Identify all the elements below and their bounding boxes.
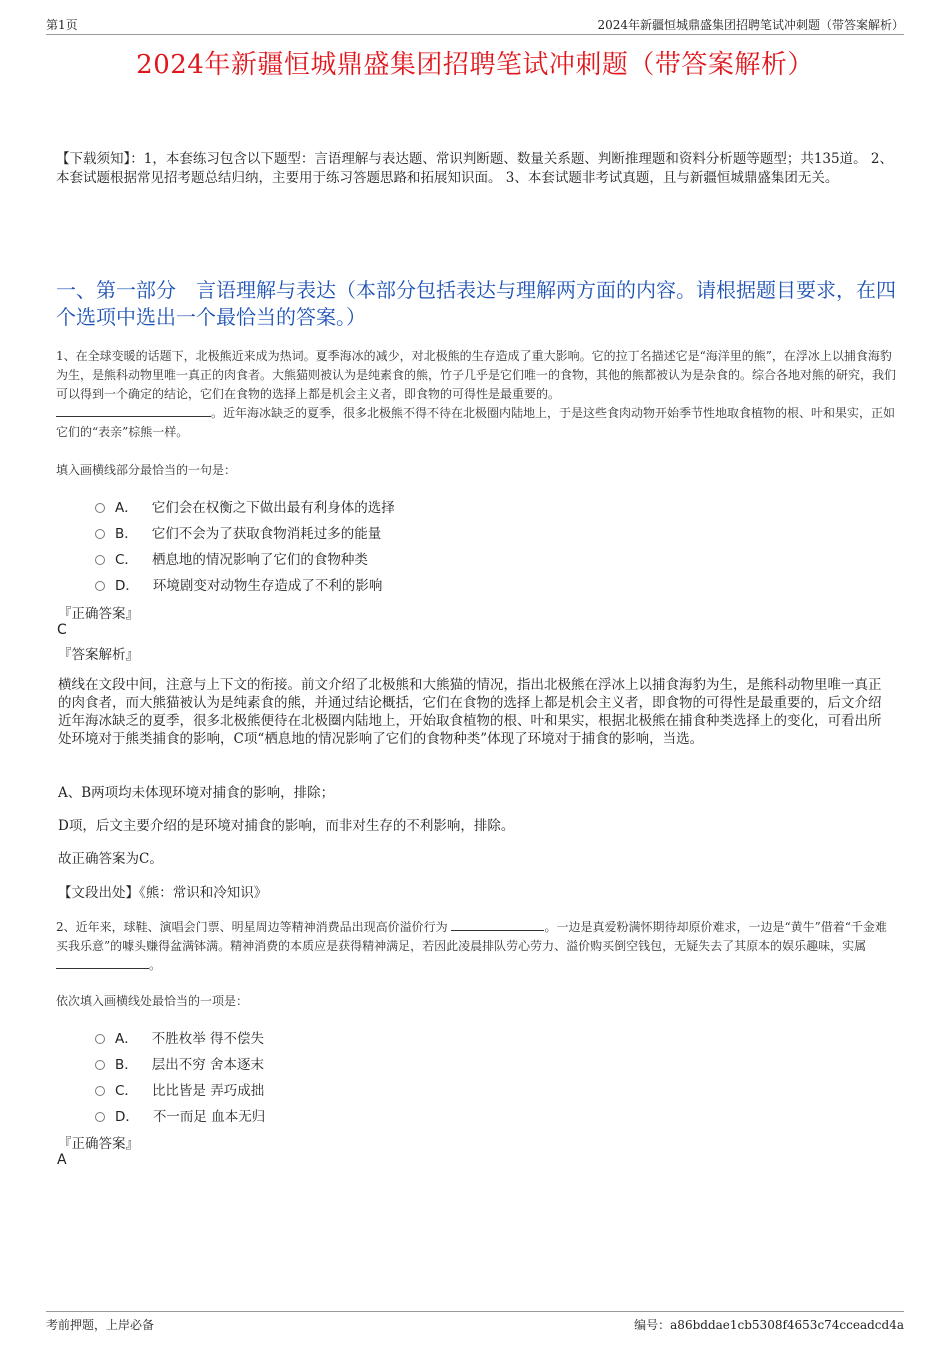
question-2-blank bbox=[451, 918, 544, 931]
question-1-text-part-b: 。近年海冰缺乏的夏季，很多北极熊不得不待在北极圈内陆地上，于是这些食肉动物开始季节性地取食植物的根、叶和果实，正如它们的“表亲”棕熊一样。 bbox=[56, 406, 896, 439]
download-notice: 【下载须知】：1，本套练习包含以下题型：言语理解与表达题、常识判断题、数量关系题、判断推理题和资料分析题等题型；共135道。 2、本套试题根据常见招考题总结归纳，主要用于练习答题思路和拓展知识面。 3、本套试题非考试真题，且与新疆恒城鼎盛集团无关。 bbox=[56, 151, 893, 186]
radio-icon[interactable] bbox=[95, 555, 105, 565]
question-2-blank bbox=[56, 956, 149, 969]
question-1-option-d[interactable]: D． 环境剧变对动物生存造成了不利的影响 bbox=[95, 571, 795, 597]
radio-icon[interactable] bbox=[95, 503, 105, 513]
page-footer bbox=[46, 1311, 904, 1336]
question-2-option-b[interactable]: B． 层出不穷 舍本逐末 bbox=[95, 1050, 795, 1076]
question-1-answer-label: 『正确答案』 bbox=[58, 606, 139, 622]
question-2-prompt: 依次填入画横线处最恰当的一项是： bbox=[56, 994, 249, 1008]
question-2-options bbox=[95, 1024, 795, 1128]
question-1-options bbox=[95, 493, 795, 597]
question-2-stem bbox=[56, 918, 896, 975]
question-1-text-part-a: 1、在全球变暖的话题下，北极熊近来成为热词。夏季海冰的减少，对北极熊的生存造成了重大影响。它的拉丁名描述它是“海洋里的熊”，在浮冰上以捕食海豹为生，是熊科动物里唯一真正的肉食者。大熊猫则被认为是纯素食的熊，竹子几乎是它们唯一的食物，其他的熊都被认为是杂食的。综合各地对熊的研究，我们可以得到一个确定的结论，它们在食物的选择上都是机会主义者，即食物的可得性是最重要的。 bbox=[56, 349, 897, 401]
radio-icon[interactable] bbox=[95, 529, 105, 539]
document-title: 2024年新疆恒城鼎盛集团招聘笔试冲刺题（带答案解析） bbox=[136, 50, 814, 80]
question-1-option-b[interactable]: B． 它们不会为了获取食物消耗过多的能量 bbox=[95, 519, 795, 545]
question-1-analysis-label: 『答案解析』 bbox=[58, 647, 139, 663]
question-1-option-a[interactable]: A． 它们会在权衡之下做出最有利身体的选择 bbox=[95, 493, 795, 519]
radio-icon[interactable] bbox=[95, 581, 105, 591]
header-doc-title: 2024年新疆恒城鼎盛集团招聘笔试冲刺题（带答案解析） bbox=[597, 18, 904, 32]
question-2-option-d[interactable]: D． 不一而足 血本无归 bbox=[95, 1102, 795, 1128]
question-2-answer-label: 『正确答案』 bbox=[58, 1136, 139, 1152]
question-1-prompt: 填入画横线部分最恰当的一句是： bbox=[56, 463, 237, 477]
footer-document-id: 编号：a86bddae1cb5308f4653c74cceadcd4a bbox=[634, 1318, 904, 1332]
question-1-option-c[interactable]: C． 栖息地的情况影响了它们的食物种类 bbox=[95, 545, 795, 571]
question-1-analysis-conclusion: 故正确答案为C。 bbox=[58, 851, 163, 867]
question-1-analysis-paragraph: A、B两项均未体现环境对捕食的影响，排除； bbox=[58, 785, 335, 801]
question-2-option-a[interactable]: A． 不胜枚举 得不偿失 bbox=[95, 1024, 795, 1050]
question-1-stem bbox=[56, 347, 896, 442]
radio-icon[interactable] bbox=[95, 1086, 105, 1096]
page-header bbox=[46, 14, 904, 35]
footer-slogan: 考前押题，上岸必备 bbox=[46, 1318, 155, 1332]
question-1-analysis-paragraph: D项，后文主要介绍的是环境对捕食的影响，而非对生存的不利影响，排除。 bbox=[58, 818, 515, 834]
radio-icon[interactable] bbox=[95, 1112, 105, 1122]
question-1-source: 【文段出处】《熊：常识和冷知识》 bbox=[58, 885, 268, 901]
question-2-option-c[interactable]: C． 比比皆是 弄巧成拙 bbox=[95, 1076, 795, 1102]
radio-icon[interactable] bbox=[95, 1034, 105, 1044]
question-1-blank bbox=[56, 404, 211, 417]
question-2-answer: A bbox=[57, 1152, 67, 1168]
section-heading: 一、第一部分 言语理解与表达（本部分包括表达与理解两方面的内容。请根据题目要求，在四个选项中选出一个最恰当的答案。） bbox=[56, 278, 896, 329]
question-2-text-part-b: 。一边是真爱粉满怀期待却原价难求，一边是“黄牛”借着“千金难买我乐意”的噱头赚得盆满钵满。精神消费的本质应是获得精神满足，若因此凌晨排队劳心劳力、溢价购买倒空钱包，无疑失去了其原本的娱乐趣味，实属 bbox=[56, 920, 887, 953]
question-2-text-part-a: 2、近年来，球鞋、演唱会门票、明星周边等精神消费品出现高价溢价行为 bbox=[56, 920, 448, 934]
question-2-text-part-c: 。 bbox=[149, 958, 162, 972]
question-1-analysis-paragraph: 横线在文段中间，注意与上下文的衔接。前文介绍了北极熊和大熊猫的情况，指出北极熊在浮冰上以捕食海豹为生，是熊科动物里唯一真正的肉食者，而大熊猫被认为是纯素食的熊，并通过结论概括，它们在食物的选择上都是机会主义者，即食物的可得性是最重要的，后文介绍近年海冰缺乏的夏季，很多北极熊便待在北极圈内陆地上，开始取食植物的根、叶和果实，根据北极熊在捕食种类选择上的变化，可看出所处环境对于熊类捕食的影响，C项“栖息地的情况影响了它们的食物种类”体现了环境对于捕食的影响，当选。 bbox=[58, 677, 882, 747]
radio-icon[interactable] bbox=[95, 1060, 105, 1070]
page-number: 第1页 bbox=[46, 18, 78, 32]
question-1-answer: C bbox=[57, 622, 67, 638]
